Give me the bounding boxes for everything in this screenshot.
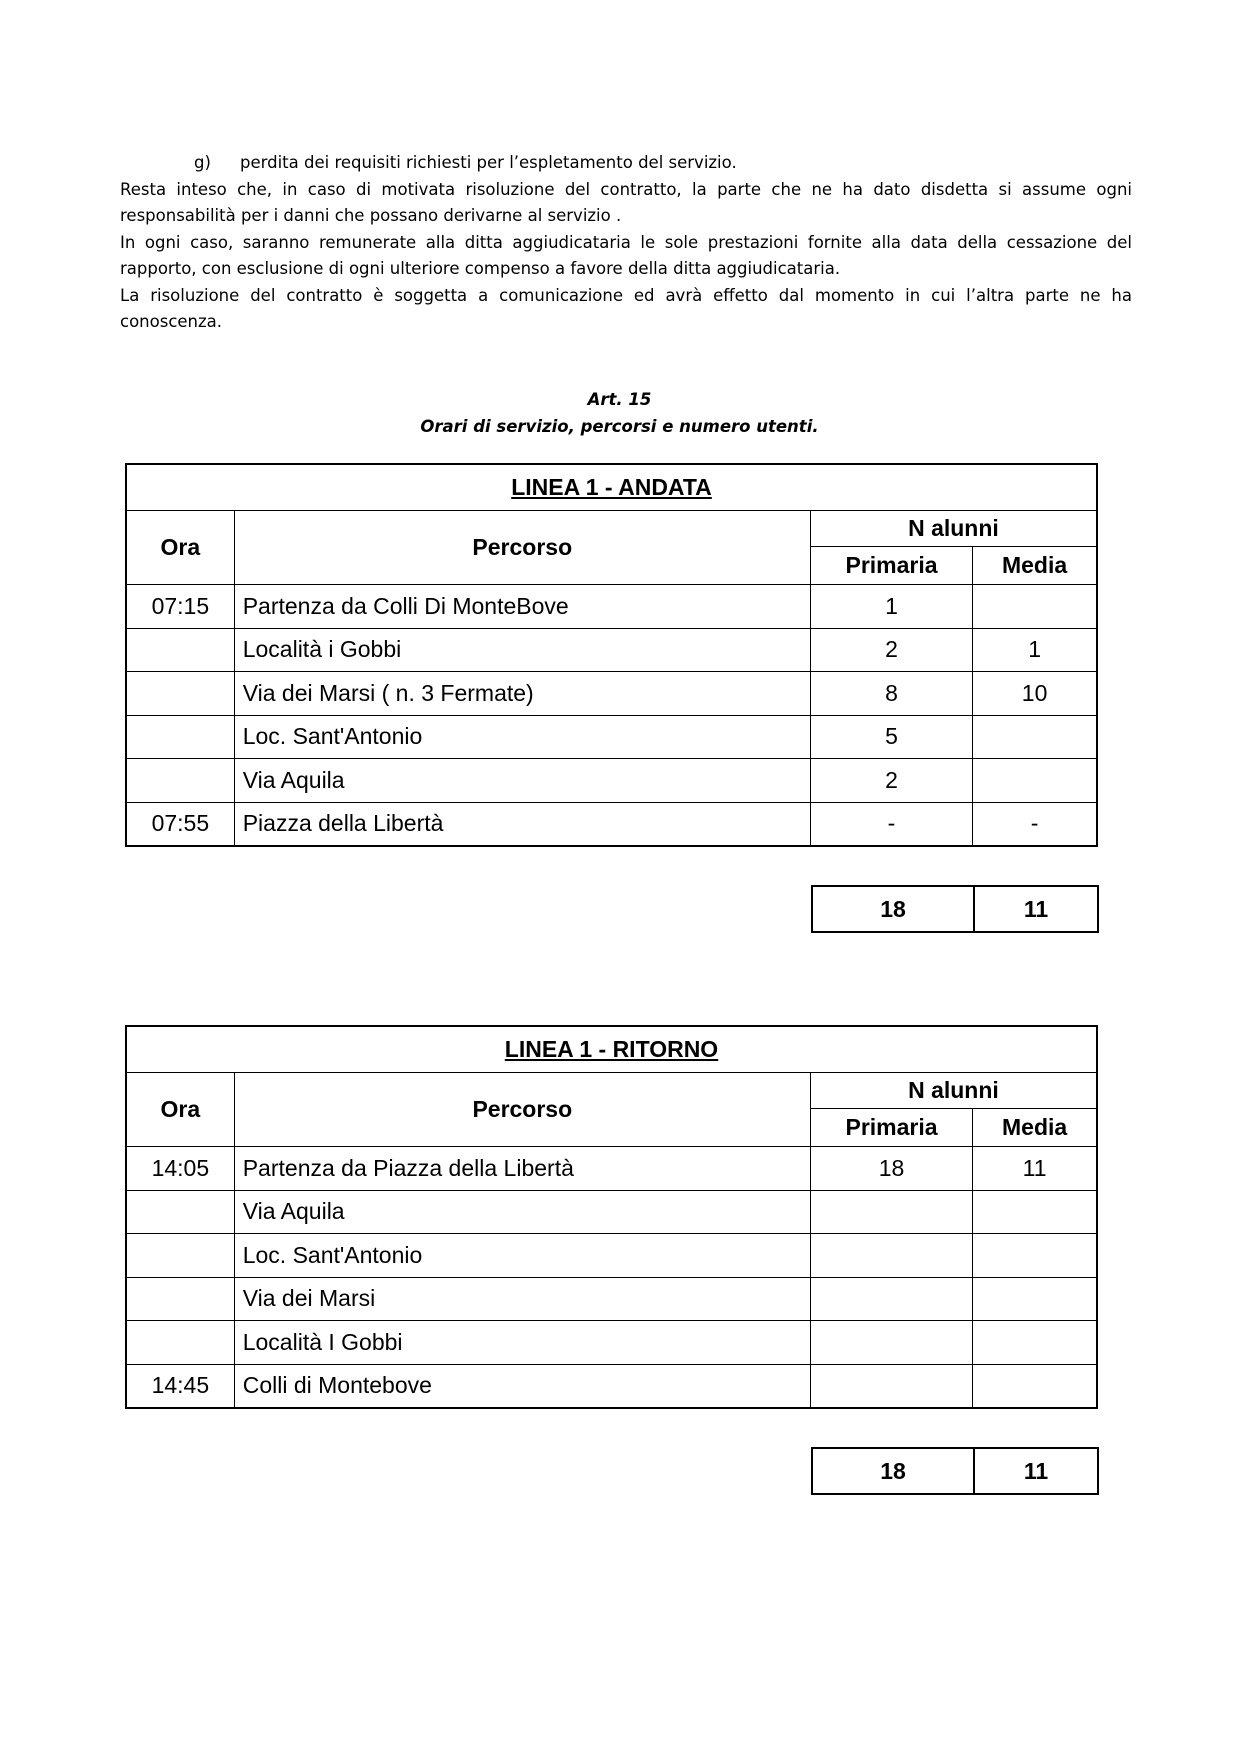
cell-ora xyxy=(126,759,234,803)
cell-percorso: Via dei Marsi ( n. 3 Fermate) xyxy=(234,672,810,716)
cell-media xyxy=(973,759,1097,803)
list-item-label: g) xyxy=(194,153,211,172)
article-title: Orari di servizio, percorsi e numero utenti. xyxy=(420,417,819,436)
cell-ora: 14:45 xyxy=(126,1364,234,1408)
cell-percorso: Località I Gobbi xyxy=(234,1321,810,1365)
table-row xyxy=(126,1234,1097,1278)
paragraph-remuneration: In ogni caso, saranno remunerate alla ditta aggiudicataria le sole prestazioni fornite alla data della cessazione del rapporto, con esclusione di ogni ulteriore compenso a favore della ditta aggiudicataria. xyxy=(120,232,1132,278)
table-title: LINEA 1 - RITORNO xyxy=(126,1026,1097,1073)
header-media: Media xyxy=(973,1109,1097,1147)
cell-percorso: Località i Gobbi xyxy=(234,628,810,672)
table-ritorno xyxy=(125,1025,1098,1409)
cell-ora xyxy=(126,1321,234,1365)
cell-media xyxy=(973,585,1097,629)
cell-ora xyxy=(126,628,234,672)
intro-text xyxy=(120,150,1132,336)
header-primaria: Primaria xyxy=(810,1109,972,1147)
header-primaria: Primaria xyxy=(810,547,972,585)
cell-percorso: Colli di Montebove xyxy=(234,1364,810,1408)
cell-media xyxy=(973,1321,1097,1365)
total-primaria: 18 xyxy=(812,886,974,932)
cell-ora: 07:15 xyxy=(126,585,234,629)
cell-primaria xyxy=(810,1321,972,1365)
cell-primaria: 18 xyxy=(810,1147,972,1191)
cell-percorso: Loc. Sant'Antonio xyxy=(234,715,810,759)
cell-percorso: Partenza da Colli Di MonteBove xyxy=(234,585,810,629)
paragraph-resolution: La risoluzione del contratto è soggetta a comunicazione ed avrà effetto dal momento in cui l’altra parte ne ha conoscenza. xyxy=(120,285,1132,331)
total-media: 11 xyxy=(974,886,1098,932)
cell-media xyxy=(973,1277,1097,1321)
table-row xyxy=(126,802,1097,846)
cell-media xyxy=(973,1364,1097,1408)
cell-media xyxy=(973,1190,1097,1234)
table-row xyxy=(126,672,1097,716)
cell-ora: 07:55 xyxy=(126,802,234,846)
totals-ritorno xyxy=(811,1447,1099,1495)
cell-percorso: Partenza da Piazza della Libertà xyxy=(234,1147,810,1191)
article-heading xyxy=(0,386,1239,440)
cell-primaria xyxy=(810,1277,972,1321)
cell-percorso: Piazza della Libertà xyxy=(234,802,810,846)
cell-ora xyxy=(126,1277,234,1321)
cell-ora xyxy=(126,715,234,759)
list-item-g xyxy=(120,150,1132,177)
cell-primaria xyxy=(810,1190,972,1234)
header-percorso: Percorso xyxy=(234,1073,810,1147)
cell-media: 11 xyxy=(973,1147,1097,1191)
cell-ora: 14:05 xyxy=(126,1147,234,1191)
cell-percorso: Loc. Sant'Antonio xyxy=(234,1234,810,1278)
cell-primaria: 1 xyxy=(810,585,972,629)
table-row xyxy=(126,1190,1097,1234)
cell-percorso: Via Aquila xyxy=(234,759,810,803)
cell-primaria: 2 xyxy=(810,759,972,803)
cell-media xyxy=(973,715,1097,759)
cell-media: - xyxy=(973,802,1097,846)
paragraph-termination: Resta inteso che, in caso di motivata risoluzione del contratto, la parte che ne ha dato disdetta si assume ogni responsabilità per i danni che possano derivarne al servizio . xyxy=(120,179,1132,225)
cell-ora xyxy=(126,1190,234,1234)
total-media: 11 xyxy=(974,1448,1098,1494)
table-row xyxy=(126,759,1097,803)
table-row xyxy=(126,1147,1097,1191)
table-row xyxy=(126,1321,1097,1365)
cell-percorso: Via Aquila xyxy=(234,1190,810,1234)
table-row xyxy=(126,1364,1097,1408)
cell-media: 1 xyxy=(973,628,1097,672)
table-row xyxy=(126,585,1097,629)
cell-media: 10 xyxy=(973,672,1097,716)
cell-primaria xyxy=(810,1364,972,1408)
cell-media xyxy=(973,1234,1097,1278)
header-media: Media xyxy=(973,547,1097,585)
list-item-text: perdita dei requisiti richiesti per l’espletamento del servizio. xyxy=(240,153,737,172)
cell-primaria: - xyxy=(810,802,972,846)
table-title: LINEA 1 - ANDATA xyxy=(126,464,1097,511)
cell-primaria xyxy=(810,1234,972,1278)
header-ora: Ora xyxy=(126,1073,234,1147)
totals-andata xyxy=(811,885,1099,933)
table-andata xyxy=(125,463,1098,847)
total-primaria: 18 xyxy=(812,1448,974,1494)
cell-percorso: Via dei Marsi xyxy=(234,1277,810,1321)
header-n-alunni: N alunni xyxy=(810,1073,1097,1109)
cell-ora xyxy=(126,672,234,716)
cell-primaria: 2 xyxy=(810,628,972,672)
table-row xyxy=(126,628,1097,672)
header-ora: Ora xyxy=(126,511,234,585)
header-n-alunni: N alunni xyxy=(810,511,1097,547)
cell-primaria: 5 xyxy=(810,715,972,759)
table-row xyxy=(126,1277,1097,1321)
article-number: Art. 15 xyxy=(587,390,652,409)
cell-primaria: 8 xyxy=(810,672,972,716)
table-row xyxy=(126,715,1097,759)
cell-ora xyxy=(126,1234,234,1278)
header-percorso: Percorso xyxy=(234,511,810,585)
